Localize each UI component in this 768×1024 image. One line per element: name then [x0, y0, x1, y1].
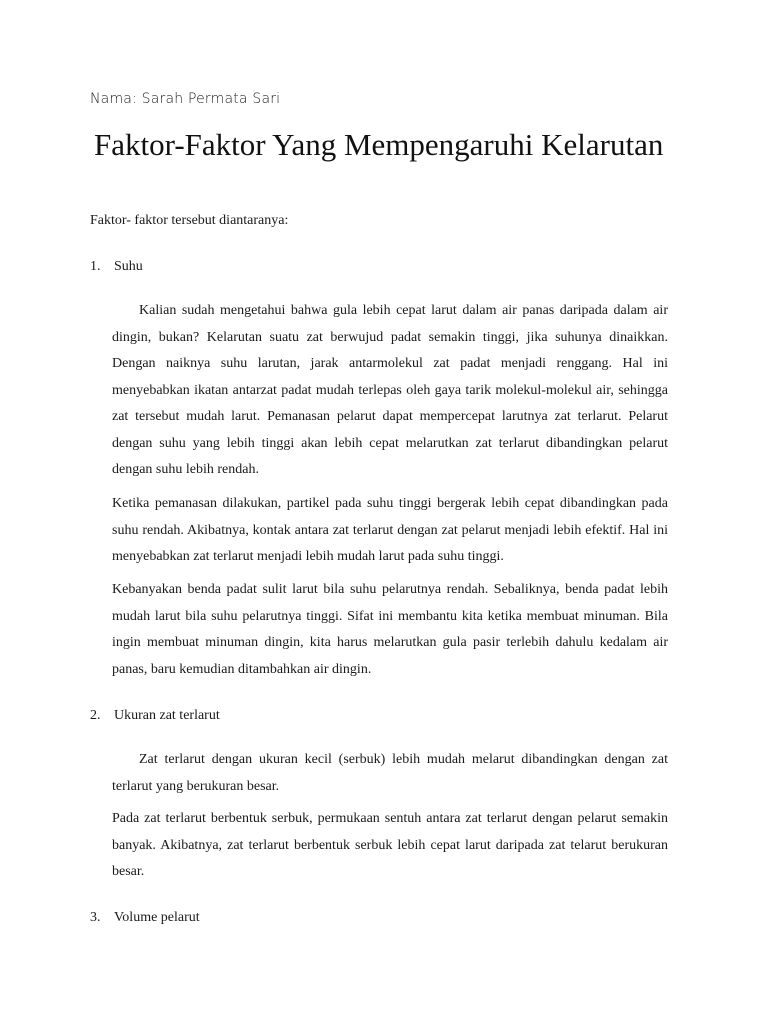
paragraph: Pada zat terlarut berbentuk serbuk, permukaan sentuh antara zat terlarut dengan pelarut semakin banyak. Akibatnya, zat terlarut berbentuk serbuk lebih cepat larut daripada zat telarut berukuran besar.: [112, 811, 668, 879]
section-heading-ukuran: [90, 708, 220, 724]
author-name: Nama: Sarah Permata Sari: [90, 91, 281, 107]
section-title: Volume pelarut: [114, 910, 200, 925]
document-title: Faktor-Faktor Yang Mempengaruhi Kelarutan: [94, 127, 664, 162]
paragraph: Ketika pemanasan dilakukan, partikel pada suhu tinggi bergerak lebih cepat dibandingkan pada suhu rendah. Akibatnya, kontak antara zat terlarut dengan zat pelarut menjadi lebih efektif. Hal ini menyebabkan zat terlarut menjadi lebih mudah larut pada suhu tinggi.: [112, 496, 668, 564]
section-title: Suhu: [114, 259, 143, 274]
section-number: 2.: [90, 708, 101, 723]
section-heading-suhu: [90, 259, 143, 275]
section-number: 3.: [90, 910, 101, 925]
intro-text: Faktor- faktor tersebut diantaranya:: [90, 213, 289, 228]
paragraph: Zat terlarut dengan ukuran kecil (serbuk) lebih mudah melarut dibandingkan dengan zat terlarut yang berukuran besar.: [112, 752, 668, 794]
paragraph: Kebanyakan benda padat sulit larut bila suhu pelarutnya rendah. Sebaliknya, benda padat lebih mudah larut bila suhu pelarutnya tinggi. Sifat ini membantu kita ketika membuat minuman. Bila ingin membuat minuman dingin, kita harus melarutkan gula pasir terlebih dahulu kedalam air panas, baru kemudian ditambahkan air dingin.: [112, 582, 668, 677]
section-number: 1.: [90, 259, 101, 274]
section-title: Ukuran zat terlarut: [114, 708, 220, 723]
paragraph: Kalian sudah mengetahui bahwa gula lebih cepat larut dalam air panas daripada dalam air dingin, bukan? Kelarutan suatu zat berwujud padat semakin tinggi, jika suhunya dinaikkan. Dengan naiknya suhu larutan, jarak antarmolekul zat padat menjadi renggang. Hal ini menyebabkan ikatan antarzat padat mudah terlepas oleh gaya tarik molekul-molekul air, sehingga zat tersebut mudah larut. Pemanasan pelarut dapat mempercepat larutnya zat terlarut. Pelarut dengan suhu yang lebih tinggi akan lebih cepat melarutkan zat terlarut dibandingkan pelarut dengan suhu lebih rendah.: [112, 303, 668, 477]
section-heading-volume: [90, 910, 200, 926]
